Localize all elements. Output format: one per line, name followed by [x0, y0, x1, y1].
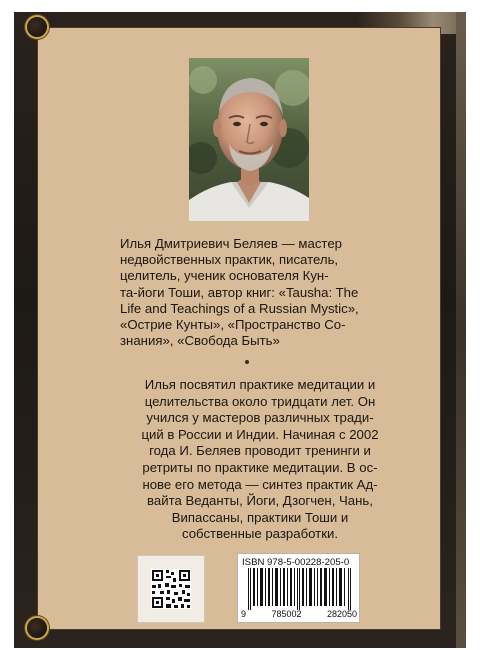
isbn-digit-first: 9 — [241, 609, 247, 619]
rivet-top-left-icon — [25, 15, 49, 39]
qr-code-icon — [138, 556, 204, 622]
isbn-barcode — [237, 553, 360, 623]
author-about — [120, 377, 400, 543]
about-line: целительства около тридцати лет. Он — [144, 393, 376, 409]
about-line: Илья посвятил практике медитации и — [144, 377, 376, 392]
about-line: ретриты по практике медитации. В ос- — [142, 459, 378, 475]
bio-line: Life and Teachings of a Russian Mystic», — [120, 300, 359, 316]
about-line: вайта Веданты, Йоги, Дзогчен, Чань, — [147, 493, 373, 509]
author-bio — [120, 236, 400, 349]
about-line: Випассаны, практики Тоши и — [171, 509, 349, 525]
about-line: нове его метода — синтез практик Ад- — [142, 476, 378, 492]
about-line: ций в России и Индии. Начиная с 2002 — [141, 426, 379, 442]
author-photo — [189, 58, 309, 221]
bio-line: та-йоги Тоши, автор книг: «Tausha: The — [120, 284, 359, 300]
bio-line: Илья Дмитриевич Беляев — мастер — [120, 236, 342, 251]
separator-dot — [245, 360, 249, 364]
author-portrait-icon — [189, 58, 309, 221]
about-line: собственные разработки. — [181, 526, 339, 542]
about-line: года И. Беляев проводит тренинги и — [149, 443, 371, 459]
isbn-label: ISBN 978-5-00228-205-0 — [242, 557, 350, 568]
bio-line: знания», «Свобода Быть» — [120, 333, 280, 349]
bio-line: «Острие Кунты», «Пространство Со- — [120, 317, 346, 333]
barcode-icon — [242, 568, 356, 610]
isbn-digits-group-1: 785002 — [271, 609, 302, 619]
about-line: учился у мастеров различных тради- — [146, 410, 374, 426]
bio-line: целитель, ученик основателя Кун- — [120, 268, 329, 284]
bio-line: недвойственных практик, писатель, — [120, 252, 339, 268]
isbn-digits — [241, 609, 357, 619]
qr-code-box — [137, 555, 205, 623]
isbn-digits-group-2: 282050 — [326, 609, 357, 619]
cover-right-edge — [456, 12, 466, 648]
rivet-bottom-left-icon — [25, 616, 49, 640]
